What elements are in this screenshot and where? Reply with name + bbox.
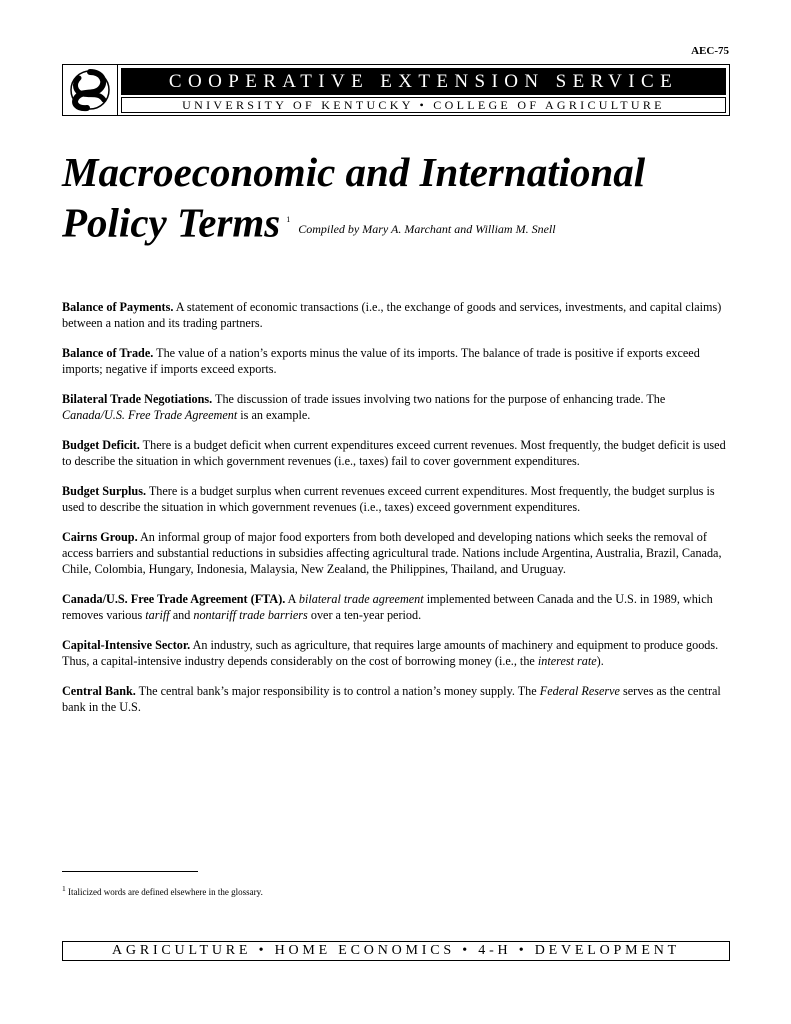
definition-text: ). bbox=[596, 654, 604, 668]
definition-text: The discussion of trade issues involving two nations for the purpose of enhancing trade. The bbox=[212, 392, 666, 406]
definition-text: and bbox=[169, 608, 194, 622]
glossary-term: Bilateral Trade Negotiations. bbox=[62, 392, 213, 406]
footnote-marker: 1 bbox=[62, 884, 66, 893]
ces-logo-icon bbox=[67, 68, 113, 112]
glossary-entry bbox=[62, 483, 730, 515]
glossary-term: Balance of Payments. bbox=[62, 300, 174, 314]
definition-text: over a ten-year period. bbox=[307, 608, 422, 622]
page-title bbox=[62, 148, 752, 253]
footnote bbox=[62, 884, 263, 897]
cross-reference-term: Federal Reserve bbox=[539, 684, 620, 698]
glossary-entry bbox=[62, 437, 730, 469]
glossary-entry bbox=[62, 637, 730, 669]
title-line-1: Macroeconomic and International bbox=[62, 149, 646, 195]
glossary-term: Budget Deficit. bbox=[62, 438, 140, 452]
glossary-term: Balance of Trade. bbox=[62, 346, 154, 360]
glossary-term: Capital-Intensive Sector. bbox=[62, 638, 191, 652]
cross-reference-term: tariff bbox=[145, 608, 170, 622]
cross-reference-term: interest rate bbox=[537, 654, 597, 668]
org-name: COOPERATIVE EXTENSION SERVICE bbox=[121, 68, 726, 95]
footnote-divider bbox=[62, 871, 198, 872]
glossary-term: Central Bank. bbox=[62, 684, 136, 698]
definition-text: There is a budget deficit when current expenditures exceed current revenues. Most frequently, the budget deficit is used to describe the situation in which government revenues (i.e., taxes) fail to cover government expenditures. bbox=[62, 438, 726, 468]
glossary-entry bbox=[62, 683, 730, 715]
definition-text: serves as the central bank in the U.S. bbox=[62, 684, 721, 714]
footnote-text: Italicized words are defined elsewhere in the glossary. bbox=[65, 887, 263, 897]
definition-text: The value of a nation’s exports minus the value of its imports. The balance of trade is positive if exports exceed imports; negative if imports exceed exports. bbox=[62, 346, 700, 376]
title-line-2: Policy Terms bbox=[62, 199, 281, 246]
cross-reference-term: Canada/U.S. Free Trade Agreement bbox=[62, 408, 238, 422]
definition-text: An industry, such as agriculture, that requires large amounts of machinery and equipment to produce goods. Thus, a capital-intensive industry depends considerably on the cost of borrowing money (i.e., the bbox=[62, 638, 719, 668]
definition-text: There is a budget surplus when current revenues exceed current expenditures. Most frequently, the budget surplus is used to describe the situation in which government revenues (i.e., taxes) exceed government expenditures. bbox=[62, 484, 715, 514]
glossary-entry bbox=[62, 299, 730, 331]
org-subtitle: UNIVERSITY OF KENTUCKY • COLLEGE OF AGRICULTURE bbox=[121, 97, 726, 113]
glossary-term: Budget Surplus. bbox=[62, 484, 146, 498]
document-id: AEC-75 bbox=[691, 45, 729, 57]
glossary-term: Canada/U.S. Free Trade Agreement (FTA). bbox=[62, 592, 286, 606]
title-footnote-ref: 1 bbox=[286, 215, 291, 224]
glossary-entry bbox=[62, 529, 730, 577]
definition-text: is an example. bbox=[237, 408, 311, 422]
footer-band: AGRICULTURE • HOME ECONOMICS • 4-H • DEVELOPMENT bbox=[62, 941, 730, 961]
definition-text: The central bank’s major responsibility is to control a nation’s money supply. The bbox=[135, 684, 540, 698]
definition-text: implemented between Canada and the U.S. in 1989, which removes various bbox=[62, 592, 713, 622]
glossary-list bbox=[62, 299, 730, 729]
extension-logo bbox=[63, 65, 118, 115]
cross-reference-term: nontariff trade barriers bbox=[193, 608, 308, 622]
definition-text: A bbox=[285, 592, 299, 606]
glossary-entry bbox=[62, 591, 730, 623]
authors-credit: Compiled by Mary A. Marchant and William M. Snell bbox=[298, 221, 556, 236]
definition-text: An informal group of major food exporters from both developed and developing nations which seeks the removal of access barriers and substantial reductions in subsidies affecting agricultural trade. Nations include Argentina, Australia, Brazil, Canada, Chile, Colombia, Hungary, Indonesia, Malaysia, New Zealand, the Philippines, Thailand, and Uruguay. bbox=[62, 530, 722, 576]
cross-reference-term: bilateral trade agreement bbox=[298, 592, 424, 606]
glossary-entry bbox=[62, 391, 730, 423]
glossary-term: Cairns Group. bbox=[62, 530, 138, 544]
glossary-entry bbox=[62, 345, 730, 377]
definition-text: A statement of economic transactions (i.e., the exchange of goods and services, investments, and capital claims) between a nation and its trading partners. bbox=[62, 300, 722, 330]
masthead bbox=[62, 64, 730, 116]
